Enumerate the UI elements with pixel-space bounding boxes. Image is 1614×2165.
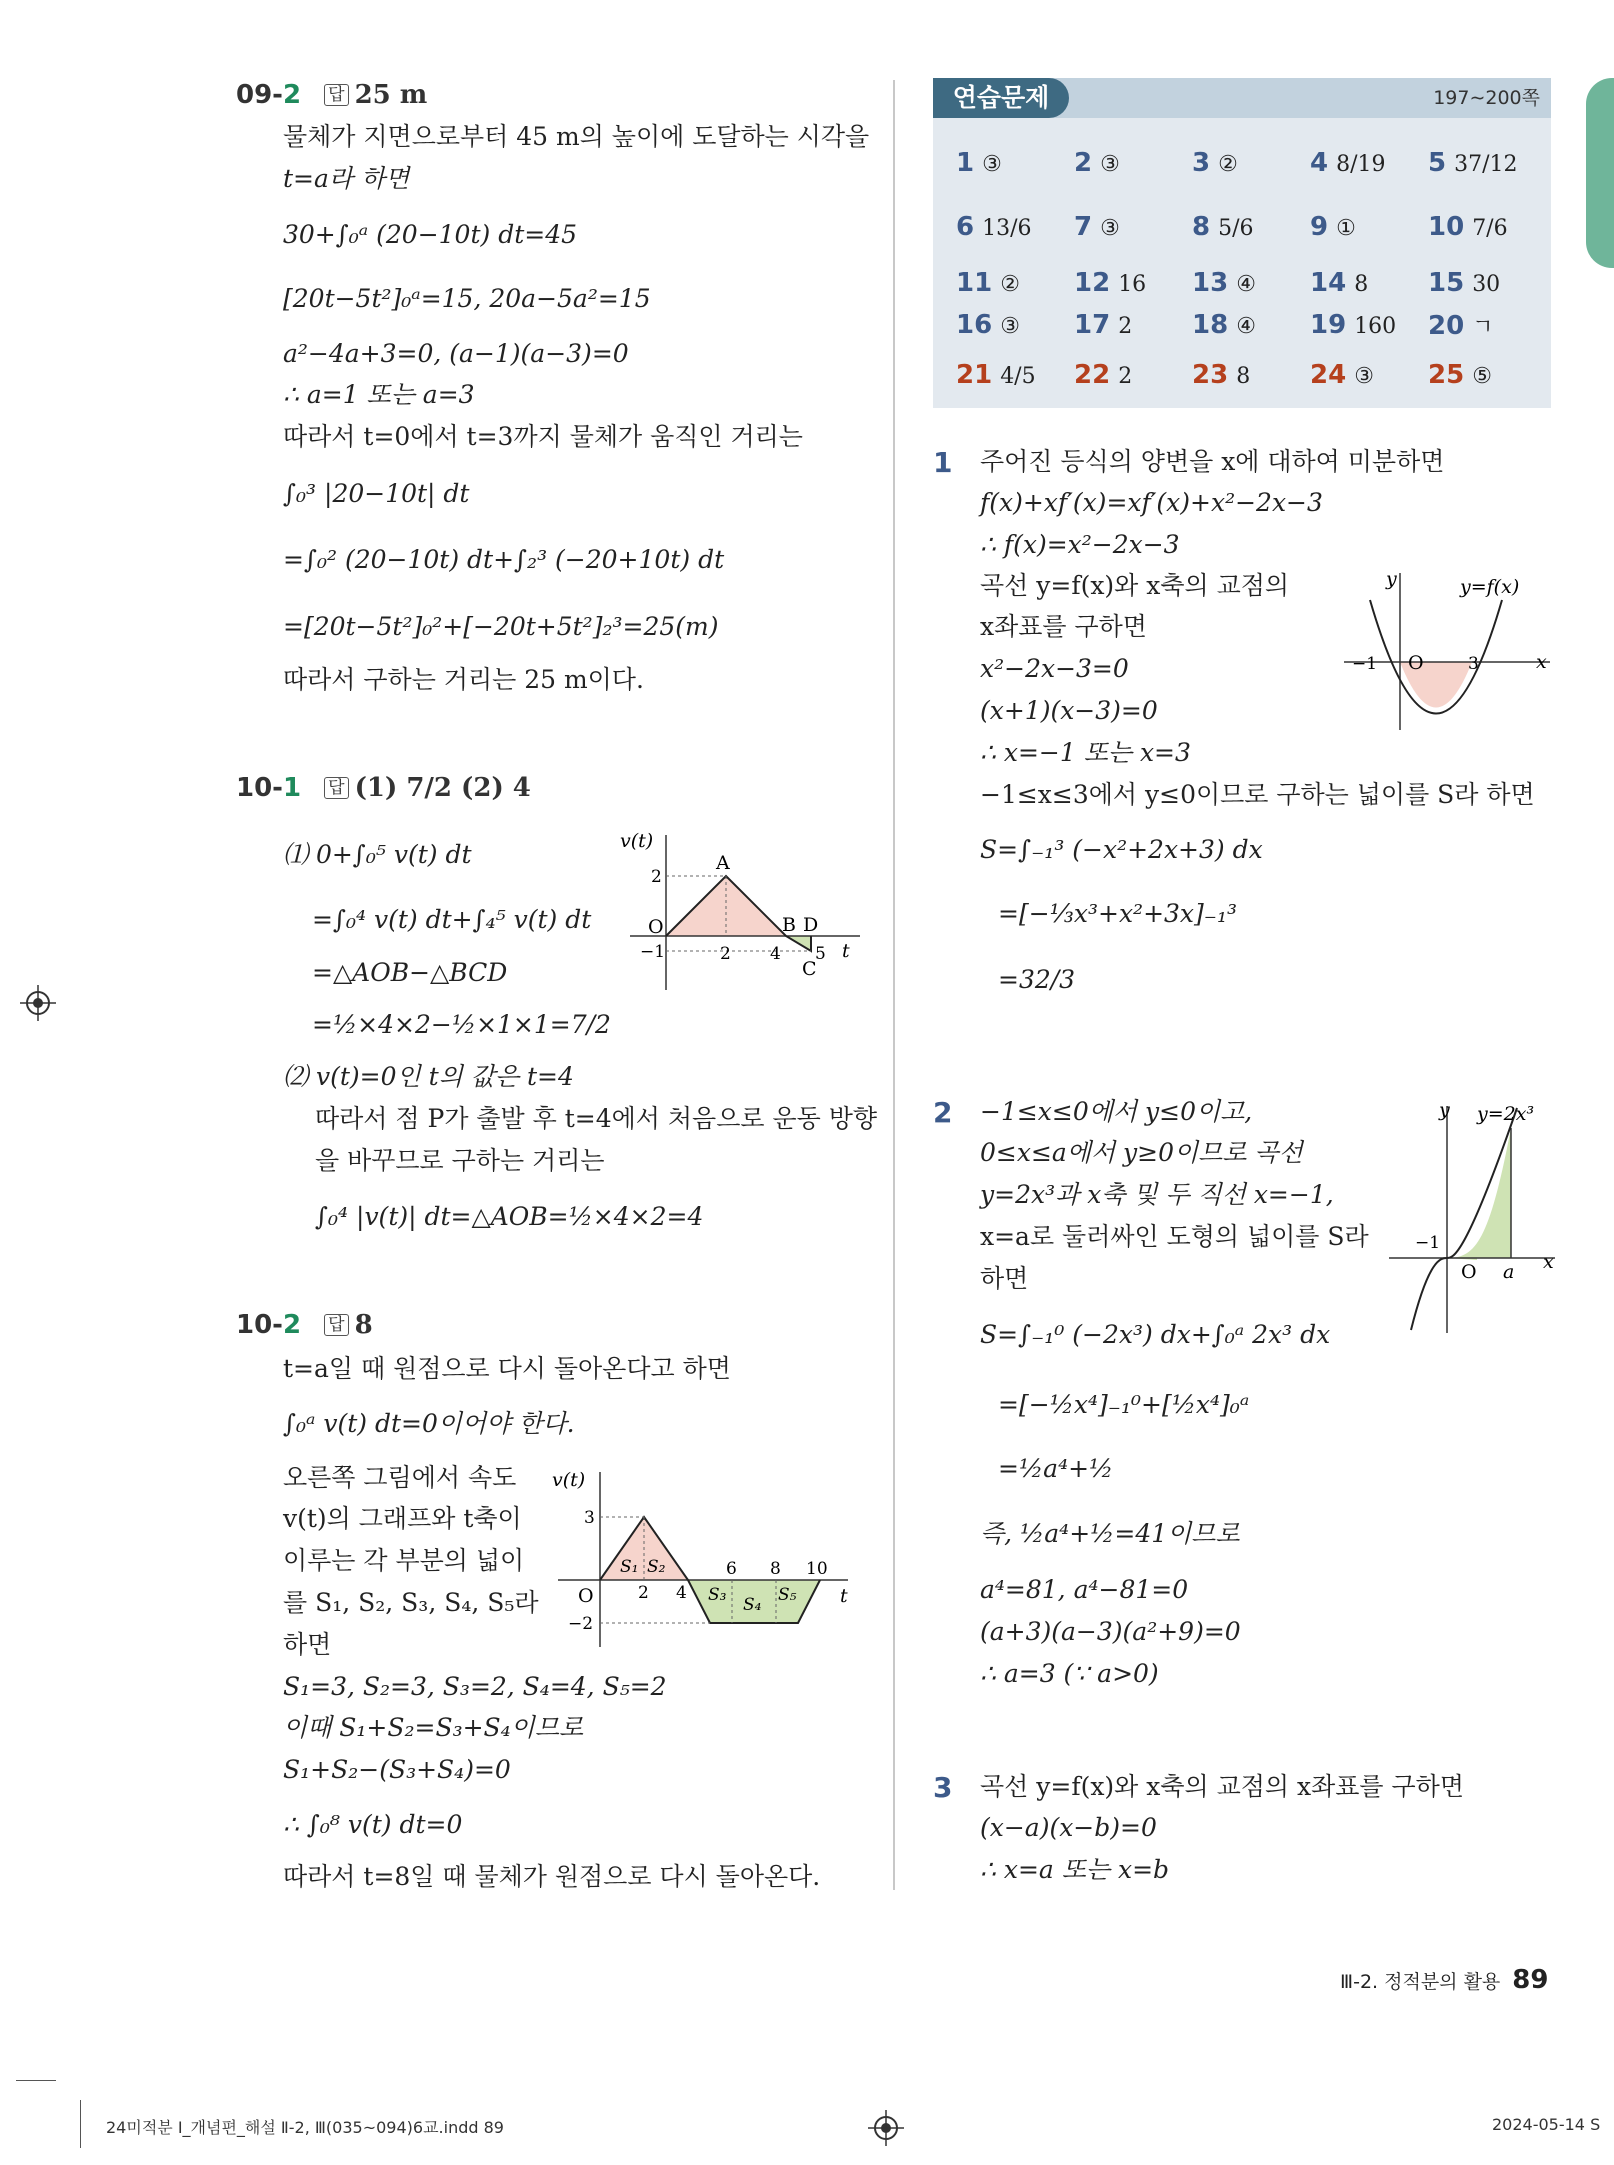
- s1-line-10: S=∫₋₁³ (−x²+2x+3) dx: [980, 835, 1263, 864]
- practice-answer-23: [1192, 360, 1250, 390]
- print-filename: 24미적분 Ⅰ_개념편_해설 Ⅱ-2, Ⅲ(035~094)6교.indd 89: [106, 2118, 504, 2137]
- p09-2-line-9: =∫₀² (20−10t) dt+∫₂³ (−20+10t) dt: [283, 545, 725, 574]
- tick-y-minus1: −1: [640, 942, 666, 962]
- practice-answer-number: 16: [956, 310, 993, 340]
- s2-line-5: 하면: [980, 1264, 1029, 1293]
- tick-10: 10: [806, 1559, 828, 1579]
- origin-label: O: [1461, 1261, 1477, 1283]
- s2-line-2: 0≤x≤a에서 y≥0이므로 곡선: [980, 1138, 1303, 1167]
- tick-y-minus2: −2: [568, 1614, 594, 1634]
- practice-answer-21: [956, 360, 1036, 390]
- print-date: 2024-05-14 S: [1492, 2115, 1601, 2134]
- practice-answer-18: [1192, 310, 1256, 340]
- practice-answer-5: [1428, 148, 1518, 178]
- practice-answer-number: 15: [1428, 268, 1465, 298]
- s1-line-6: x²−2x−3=0: [980, 654, 1129, 683]
- s2-line-9: 즉, ½a⁴+½=41이므로: [980, 1519, 1240, 1548]
- practice-answer-15: [1428, 268, 1500, 298]
- s2-line-4: x=a로 둘러싸인 도형의 넓이를 S라: [980, 1222, 1369, 1251]
- practice-answer-number: 9: [1310, 212, 1329, 242]
- p09-2-line-3: 30+∫₀ᵃ (20−10t) dt=45: [283, 220, 578, 249]
- s1-line-5: x좌표를 구하면: [980, 612, 1147, 641]
- practice-answer-11: [956, 268, 1020, 298]
- p10-2-line-9: 이때 S₁+S₂=S₃+S₄이므로: [283, 1713, 584, 1742]
- practice-answer-6: [956, 212, 1032, 242]
- tick-4: 4: [770, 944, 781, 964]
- s3-line-1: 곡선 y=f(x)와 x축의 교점의 x좌표를 구하면: [980, 1772, 1464, 1801]
- practice-answer-value: 8: [1236, 364, 1251, 389]
- practice-answer-12: [1074, 268, 1146, 298]
- s1-line-1: 주어진 등식의 양변을 x에 대하여 미분하면: [980, 447, 1445, 476]
- practice-answer-22: [1074, 360, 1132, 390]
- s2-line-6: S=∫₋₁⁰ (−2x³) dx+∫₀ᵃ 2x³ dx: [980, 1320, 1331, 1349]
- section-label: Ⅲ-2. 정적분의 활용: [1340, 1971, 1501, 1993]
- practice-answer-number: 8: [1192, 212, 1211, 242]
- practice-answer-value: ③: [1354, 364, 1374, 389]
- practice-answer-number: 4: [1310, 148, 1329, 178]
- p10-2-line-5: 이루는 각 부분의 넓이: [283, 1546, 525, 1575]
- practice-answer-17: [1074, 310, 1132, 340]
- p10-1-line-7: 을 바꾸므로 구하는 거리는: [315, 1146, 605, 1175]
- crop-mark-vertical: [80, 2100, 81, 2148]
- practice-answer-number: 3: [1192, 148, 1211, 178]
- s1-line-11: =[−⅓x³+x²+3x]₋₁³: [998, 899, 1238, 928]
- practice-answer-value: ③: [1000, 314, 1020, 339]
- chapter-side-tab: [1586, 78, 1614, 268]
- point-C: C: [802, 958, 817, 980]
- s1-line-8: ∴ x=−1 또는 x=3: [980, 738, 1191, 767]
- point-D: D: [803, 914, 819, 936]
- practice-answer-value: ①: [1336, 216, 1356, 241]
- practice-answer-value: 7/6: [1472, 216, 1508, 241]
- p10-2-line-3: 오른쪽 그림에서 속도: [283, 1463, 517, 1492]
- practice-answer-value: ③: [1100, 152, 1120, 177]
- y-label: y: [1386, 568, 1397, 590]
- page-footer: [1340, 1965, 1548, 1995]
- root-right: 3: [1468, 654, 1479, 674]
- practice-answer-24: [1310, 360, 1374, 390]
- parabola-graph: [1340, 565, 1560, 735]
- s1-line-2: f(x)+xf′(x)=xf′(x)+x²−2x−3: [980, 488, 1323, 517]
- problem-10-1-number: 10-1 답 (1) 7/2 (2) 4: [236, 773, 531, 803]
- p10-2-line-8: S₁=3, S₂=3, S₃=2, S₄=4, S₅=2: [283, 1672, 667, 1701]
- practice-answer-number: 11: [956, 268, 993, 298]
- origin-label: O: [648, 916, 664, 938]
- practice-answer-value: 5/6: [1218, 216, 1254, 241]
- practice-answer-value: 160: [1354, 314, 1397, 339]
- practice-answer-number: 24: [1310, 360, 1347, 390]
- practice-answer-number: 19: [1310, 310, 1347, 340]
- practice-answer-25: [1428, 360, 1492, 390]
- s1-line-3: ∴ f(x)=x²−2x−3: [980, 530, 1180, 559]
- p10-2-line-4: v(t)의 그래프와 t축이: [283, 1504, 522, 1533]
- s2-line-12: ∴ a=3 (∵ a>0): [980, 1659, 1159, 1688]
- practice-answer-value: ④: [1236, 272, 1256, 297]
- practice-answer-16: [956, 310, 1020, 340]
- practice-answer-14: [1310, 268, 1368, 298]
- s1-line-9: −1≤x≤3에서 y≤0이므로 구하는 넓이를 S라 하면: [980, 780, 1535, 809]
- practice-answer-1: [956, 148, 1002, 178]
- origin-label: O: [578, 1585, 594, 1607]
- tick-2: 2: [638, 1583, 649, 1603]
- tick-y-2: 2: [651, 867, 662, 887]
- x-label: x: [1536, 651, 1547, 673]
- practice-answer-value: ③: [1100, 216, 1120, 241]
- practice-answer-19: [1310, 310, 1396, 340]
- page-number: 89: [1512, 1965, 1549, 1995]
- y-label: v(t): [620, 830, 654, 852]
- p10-1-line-1: ⑴ 0+∫₀⁵ v(t) dt: [283, 840, 472, 869]
- practice-answer-number: 12: [1074, 268, 1111, 298]
- p09-2-line-2: t=a라 하면: [283, 164, 410, 193]
- p09-2-line-10: =[20t−5t²]₀²+[−20t+5t²]₂³=25(m): [283, 612, 719, 641]
- p10-1-line-5: ⑵ v(t)=0인 t의 값은 t=4: [283, 1062, 574, 1091]
- practice-answer-number: 5: [1428, 148, 1447, 178]
- practice-answer-value: 16: [1118, 272, 1147, 297]
- practice-answer-value: 2: [1118, 364, 1133, 389]
- practice-answer-number: 17: [1074, 310, 1111, 340]
- s3-line-2: (x−a)(x−b)=0: [980, 1813, 1157, 1842]
- s1-line-12: =32/3: [998, 965, 1076, 994]
- velocity-graph-10-2: [548, 1462, 858, 1652]
- x-label: t: [842, 940, 850, 962]
- practice-answer-number: 18: [1192, 310, 1229, 340]
- crop-mark: [16, 2080, 56, 2081]
- p09-2-line-7: 따라서 t=0에서 t=3까지 물체가 움직인 거리는: [283, 422, 803, 451]
- practice-answer-number: 13: [1192, 268, 1229, 298]
- p10-2-line-1: t=a일 때 원점으로 다시 돌아온다고 하면: [283, 1354, 731, 1383]
- p09-2-line-6: ∴ a=1 또는 a=3: [283, 380, 475, 409]
- p09-2-line-8: ∫₀³ |20−10t| dt: [283, 479, 470, 508]
- practice-answer-2: [1074, 148, 1120, 178]
- practice-answer-3: [1192, 148, 1238, 178]
- y-label: v(t): [552, 1469, 586, 1491]
- p10-1-line-8: ∫₀⁴ |v(t)| dt=△AOB=½×4×2=4: [315, 1202, 704, 1231]
- practice-answer-10: [1428, 212, 1508, 242]
- p10-1-line-3: =△AOB−△BCD: [312, 958, 508, 987]
- practice-answer-panel: [933, 78, 1551, 408]
- registration-mark-icon: [20, 985, 56, 1021]
- point-A: A: [716, 852, 730, 874]
- p10-2-line-6: 를 S₁, S₂, S₃, S₄, S₅라: [283, 1588, 539, 1617]
- s2-line-3: y=2x³과 x축 및 두 직선 x=−1,: [980, 1180, 1334, 1209]
- p09-2-line-11: 따라서 구하는 거리는 25 m이다.: [283, 665, 644, 694]
- s2-line-10: a⁴=81, a⁴−81=0: [980, 1575, 1189, 1604]
- curve-label: y=f(x): [1460, 576, 1520, 598]
- x-label: x: [1543, 1251, 1554, 1273]
- tick-8: 8: [770, 1559, 781, 1579]
- tick-2: 2: [720, 944, 731, 964]
- practice-answer-value: 30: [1472, 272, 1501, 297]
- practice-answer-value: 37/12: [1454, 152, 1518, 177]
- practice-answer-8: [1192, 212, 1254, 242]
- practice-pages: 197∼200쪽: [1433, 87, 1540, 109]
- practice-answer-20: [1428, 310, 1493, 341]
- practice-answer-13: [1192, 268, 1256, 298]
- practice-answer-value: ㄱ: [1472, 315, 1494, 340]
- solution-2-number: 2: [933, 1096, 953, 1129]
- right-bound: a: [1503, 1261, 1515, 1283]
- tick-5: 5: [815, 944, 826, 964]
- velocity-graph-10-1: [610, 825, 870, 995]
- practice-answer-value: ⑤: [1472, 364, 1492, 389]
- region-S3: S₃: [708, 1585, 727, 1605]
- practice-answer-number: 25: [1428, 360, 1465, 390]
- p09-2-line-1: 물체가 지면으로부터 45 m의 높이에 도달하는 시각을: [283, 122, 870, 151]
- tick-6: 6: [726, 1559, 737, 1579]
- practice-answer-number: 7: [1074, 212, 1093, 242]
- problem-10-2-number: 10-2 답 8: [236, 1310, 373, 1340]
- practice-answer-value: 2: [1118, 314, 1133, 339]
- practice-answer-number: 22: [1074, 360, 1111, 390]
- practice-answer-number: 20: [1428, 311, 1465, 341]
- s2-line-11: (a+3)(a−3)(a²+9)=0: [980, 1617, 1241, 1646]
- practice-answer-value: 13/6: [982, 216, 1032, 241]
- practice-answer-value: ②: [1218, 152, 1238, 177]
- region-S1: S₁: [620, 1557, 639, 1577]
- practice-answer-value: 8/19: [1336, 152, 1386, 177]
- y-label: y: [1439, 1099, 1450, 1121]
- s3-line-3: ∴ x=a 또는 x=b: [980, 1855, 1170, 1884]
- origin-label: O: [1408, 652, 1424, 674]
- p10-2-line-7: 하면: [283, 1630, 332, 1659]
- p10-1-line-6: 따라서 점 P가 출발 후 t=4에서 처음으로 운동 방향: [315, 1104, 877, 1133]
- practice-answer-value: 8: [1354, 272, 1369, 297]
- solution-3-number: 3: [933, 1771, 953, 1804]
- left-bound: −1: [1415, 1233, 1441, 1253]
- tick-4: 4: [676, 1583, 687, 1603]
- practice-answer-number: 23: [1192, 360, 1229, 390]
- p09-2-line-4: [20t−5t²]₀ᵃ=15, 20a−5a²=15: [283, 284, 651, 313]
- region-S4: S₄: [743, 1595, 762, 1615]
- root-left: −1: [1352, 654, 1378, 674]
- practice-answer-9: [1310, 212, 1356, 242]
- practice-answer-value: ②: [1000, 272, 1020, 297]
- p10-1-line-2: =∫₀⁴ v(t) dt+∫₄⁵ v(t) dt: [312, 905, 592, 934]
- s1-line-7: (x+1)(x−3)=0: [980, 696, 1158, 725]
- practice-answer-value: ③: [982, 152, 1002, 177]
- cubic-graph: [1385, 1098, 1560, 1338]
- practice-answer-number: 14: [1310, 268, 1347, 298]
- registration-mark-bottom-icon: [868, 2110, 904, 2146]
- curve-label: y=2x³: [1477, 1103, 1535, 1125]
- p10-1-line-4: =½×4×2−½×1×1=7/2: [312, 1010, 611, 1039]
- tick-y-3: 3: [584, 1508, 595, 1528]
- practice-title: 연습문제: [933, 78, 1069, 118]
- problem-09-2-number: 09-2 답 25 m: [236, 80, 428, 110]
- s2-line-1: −1≤x≤0에서 y≤0이고,: [980, 1097, 1253, 1126]
- practice-answer-number: 1: [956, 148, 975, 178]
- practice-answer-value: ④: [1236, 314, 1256, 339]
- practice-answer-number: 6: [956, 212, 975, 242]
- region-S5: S₅: [778, 1585, 797, 1605]
- p10-2-line-10: S₁+S₂−(S₃+S₄)=0: [283, 1755, 511, 1784]
- p10-2-line-12: 따라서 t=8일 때 물체가 원점으로 다시 돌아온다.: [283, 1862, 821, 1891]
- solution-1-number: 1: [933, 446, 953, 479]
- x-label: t: [840, 1585, 848, 1607]
- s1-line-4: 곡선 y=f(x)와 x축의 교점의: [980, 571, 1290, 600]
- point-B: B: [782, 914, 796, 936]
- p10-2-line-11: ∴ ∫₀⁸ v(t) dt=0: [283, 1810, 463, 1839]
- practice-answer-number: 2: [1074, 148, 1093, 178]
- column-divider: [893, 80, 895, 1890]
- practice-answer-7: [1074, 212, 1120, 242]
- practice-answer-number: 10: [1428, 212, 1465, 242]
- region-S2: S₂: [647, 1557, 666, 1577]
- practice-answer-value: 4/5: [1000, 364, 1036, 389]
- p09-2-line-5: a²−4a+3=0, (a−1)(a−3)=0: [283, 339, 629, 368]
- s2-line-7: =[−½x⁴]₋₁⁰+[½x⁴]₀ᵃ: [998, 1390, 1250, 1419]
- practice-answer-number: 21: [956, 360, 993, 390]
- p10-2-line-2: ∫₀ᵃ v(t) dt=0이어야 한다.: [283, 1409, 575, 1438]
- practice-answer-4: [1310, 148, 1386, 178]
- s2-line-8: =½a⁴+½: [998, 1454, 1114, 1483]
